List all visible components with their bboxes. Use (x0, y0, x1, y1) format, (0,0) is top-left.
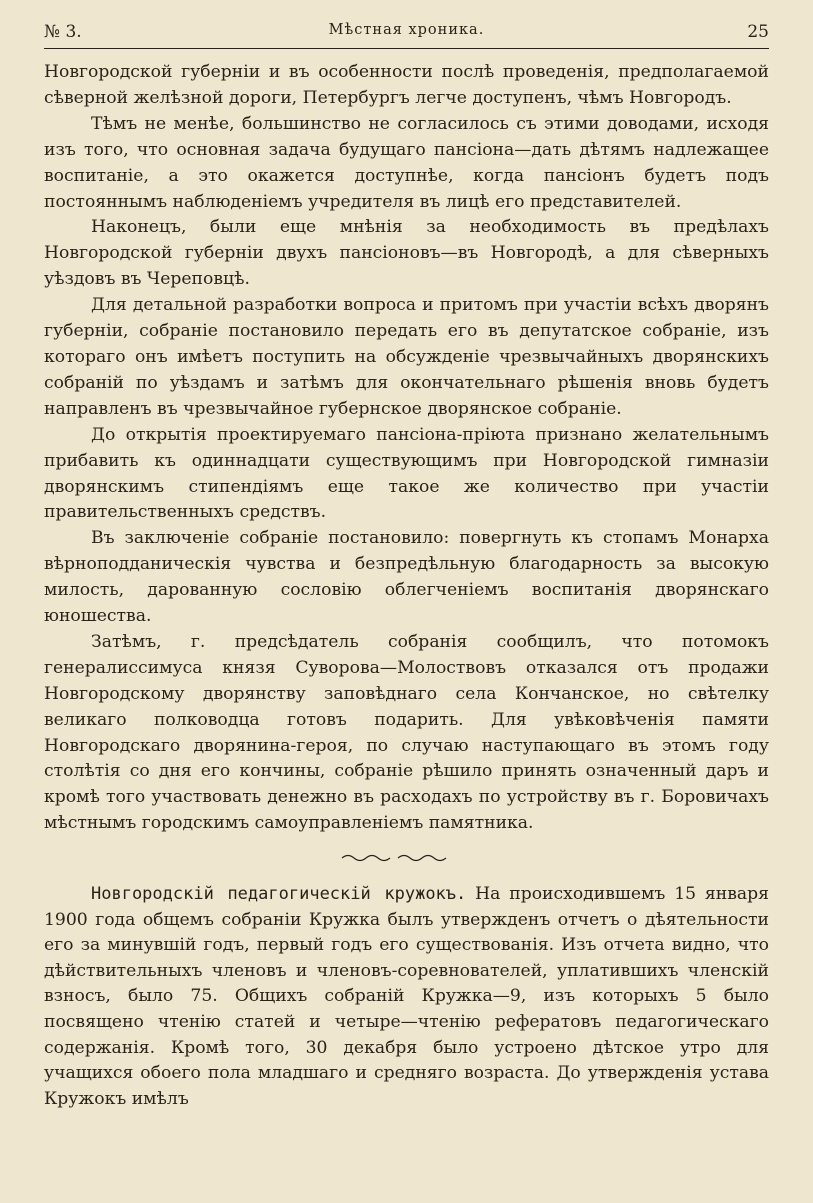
section-text: На происходившемъ 15 января 1900 года общемъ собраніи Кружка былъ утвержденъ отчетъ о дѣятельности его за минувшій годъ, первый годъ его существованія. Изъ отчета видно, что дѣйствительныхъ членовъ и членовъ-соревнователей, уплатившихъ членскій взносъ, было 75. Общихъ собраній Кружка—9, изъ которыхъ 5 было посвящено чтенію статей и четыре—чтенію рефератовъ педагогическаго содержанія. Кромѣ того, 30 декабря было устроено дѣтское утро для учащихся обоего пола младшаго и средняго возраста. До утвержденія устава Кружокъ имѣлъ (44, 884, 769, 1109)
section-kruzhok (44, 882, 769, 1112)
paragraph-continued: Новгородской губерніи и въ особенности послѣ проведенія, предполагаемой сѣверной желѣзной дороги, Петербургъ легче доступенъ, чѣмъ Новгородъ. (44, 62, 769, 108)
body-text (44, 60, 769, 837)
issue-number: № 3. (44, 22, 82, 42)
paragraph: Тѣмъ не менѣе, большинство не согласилось съ этими доводами, исходя изъ того, что основная задача будущаго пансіона—дать дѣтямъ надлежащее воспитаніе, а это окажется доступнѣе, когда пансіонъ будетъ подъ постояннымъ наблюденіемъ учредителя въ лицѣ его представителей. (44, 113, 769, 212)
page-number: 25 (747, 22, 769, 42)
section-title: Новгородскій педагогическій кружокъ. (91, 884, 467, 904)
paragraph: Наконецъ, были еще мнѣнія за необходимость въ предѣлахъ Новгородской губерніи двухъ пансіоновъ—въ Новгородѣ, а для сѣверныхъ уѣздовъ въ Череповцѣ. (44, 217, 769, 290)
paragraph: Въ заключеніе собраніе постановило: повергнуть къ стопамъ Монарха вѣрноподданическія чувства и безпредѣльную благодарность за высокую милость, дарованную сословію облегченіемъ воспитанія дворянскаго юношества. (44, 528, 769, 627)
paragraph: Для детальной разработки вопроса и притомъ при участіи всѣхъ дворянъ губерніи, собраніе постановило передать его въ депутатское собраніе, изъ котораго онъ имѣетъ поступить на обсужденіе чрезвычайныхъ дворянскихъ собраній по уѣздамъ и затѣмъ для окончательнаго рѣшенія вновь будетъ направленъ въ чрезвычайное губернское дворянское собраніе. (44, 295, 769, 419)
paragraph (44, 882, 769, 1112)
running-title: Мѣстная хроника. (328, 22, 485, 38)
running-header (44, 22, 769, 49)
paragraph: До открытія проектируемаго пансіона-пріюта признано желательнымъ прибавить къ одиннадцати существующимъ при Новгородской гимназіи дворянскимъ стипендіямъ еще такое же количество при участіи правительственныхъ средствъ. (44, 424, 769, 523)
paragraph: Затѣмъ, г. предсѣдатель собранія сообщилъ, что потомокъ генералиссимуса князя Суворова—Молоствовъ отказался отъ продажи Новгородскому дворянству заповѣднаго села Кончанское, но свѣтелку великаго полководца готовъ подарить. Для увѣковѣченія памяти Новгородскаго дворянина-героя, по случаю наступающаго въ этомъ году столѣтія со дня его кончины, собраніе рѣшило принять означенный даръ и кромѣ того участвовать денежно въ расходахъ по устройству въ г. Боровичахъ мѣстнымъ городскимъ самоуправленіемъ памятника. (44, 631, 769, 834)
section-divider-ornament (340, 852, 450, 864)
